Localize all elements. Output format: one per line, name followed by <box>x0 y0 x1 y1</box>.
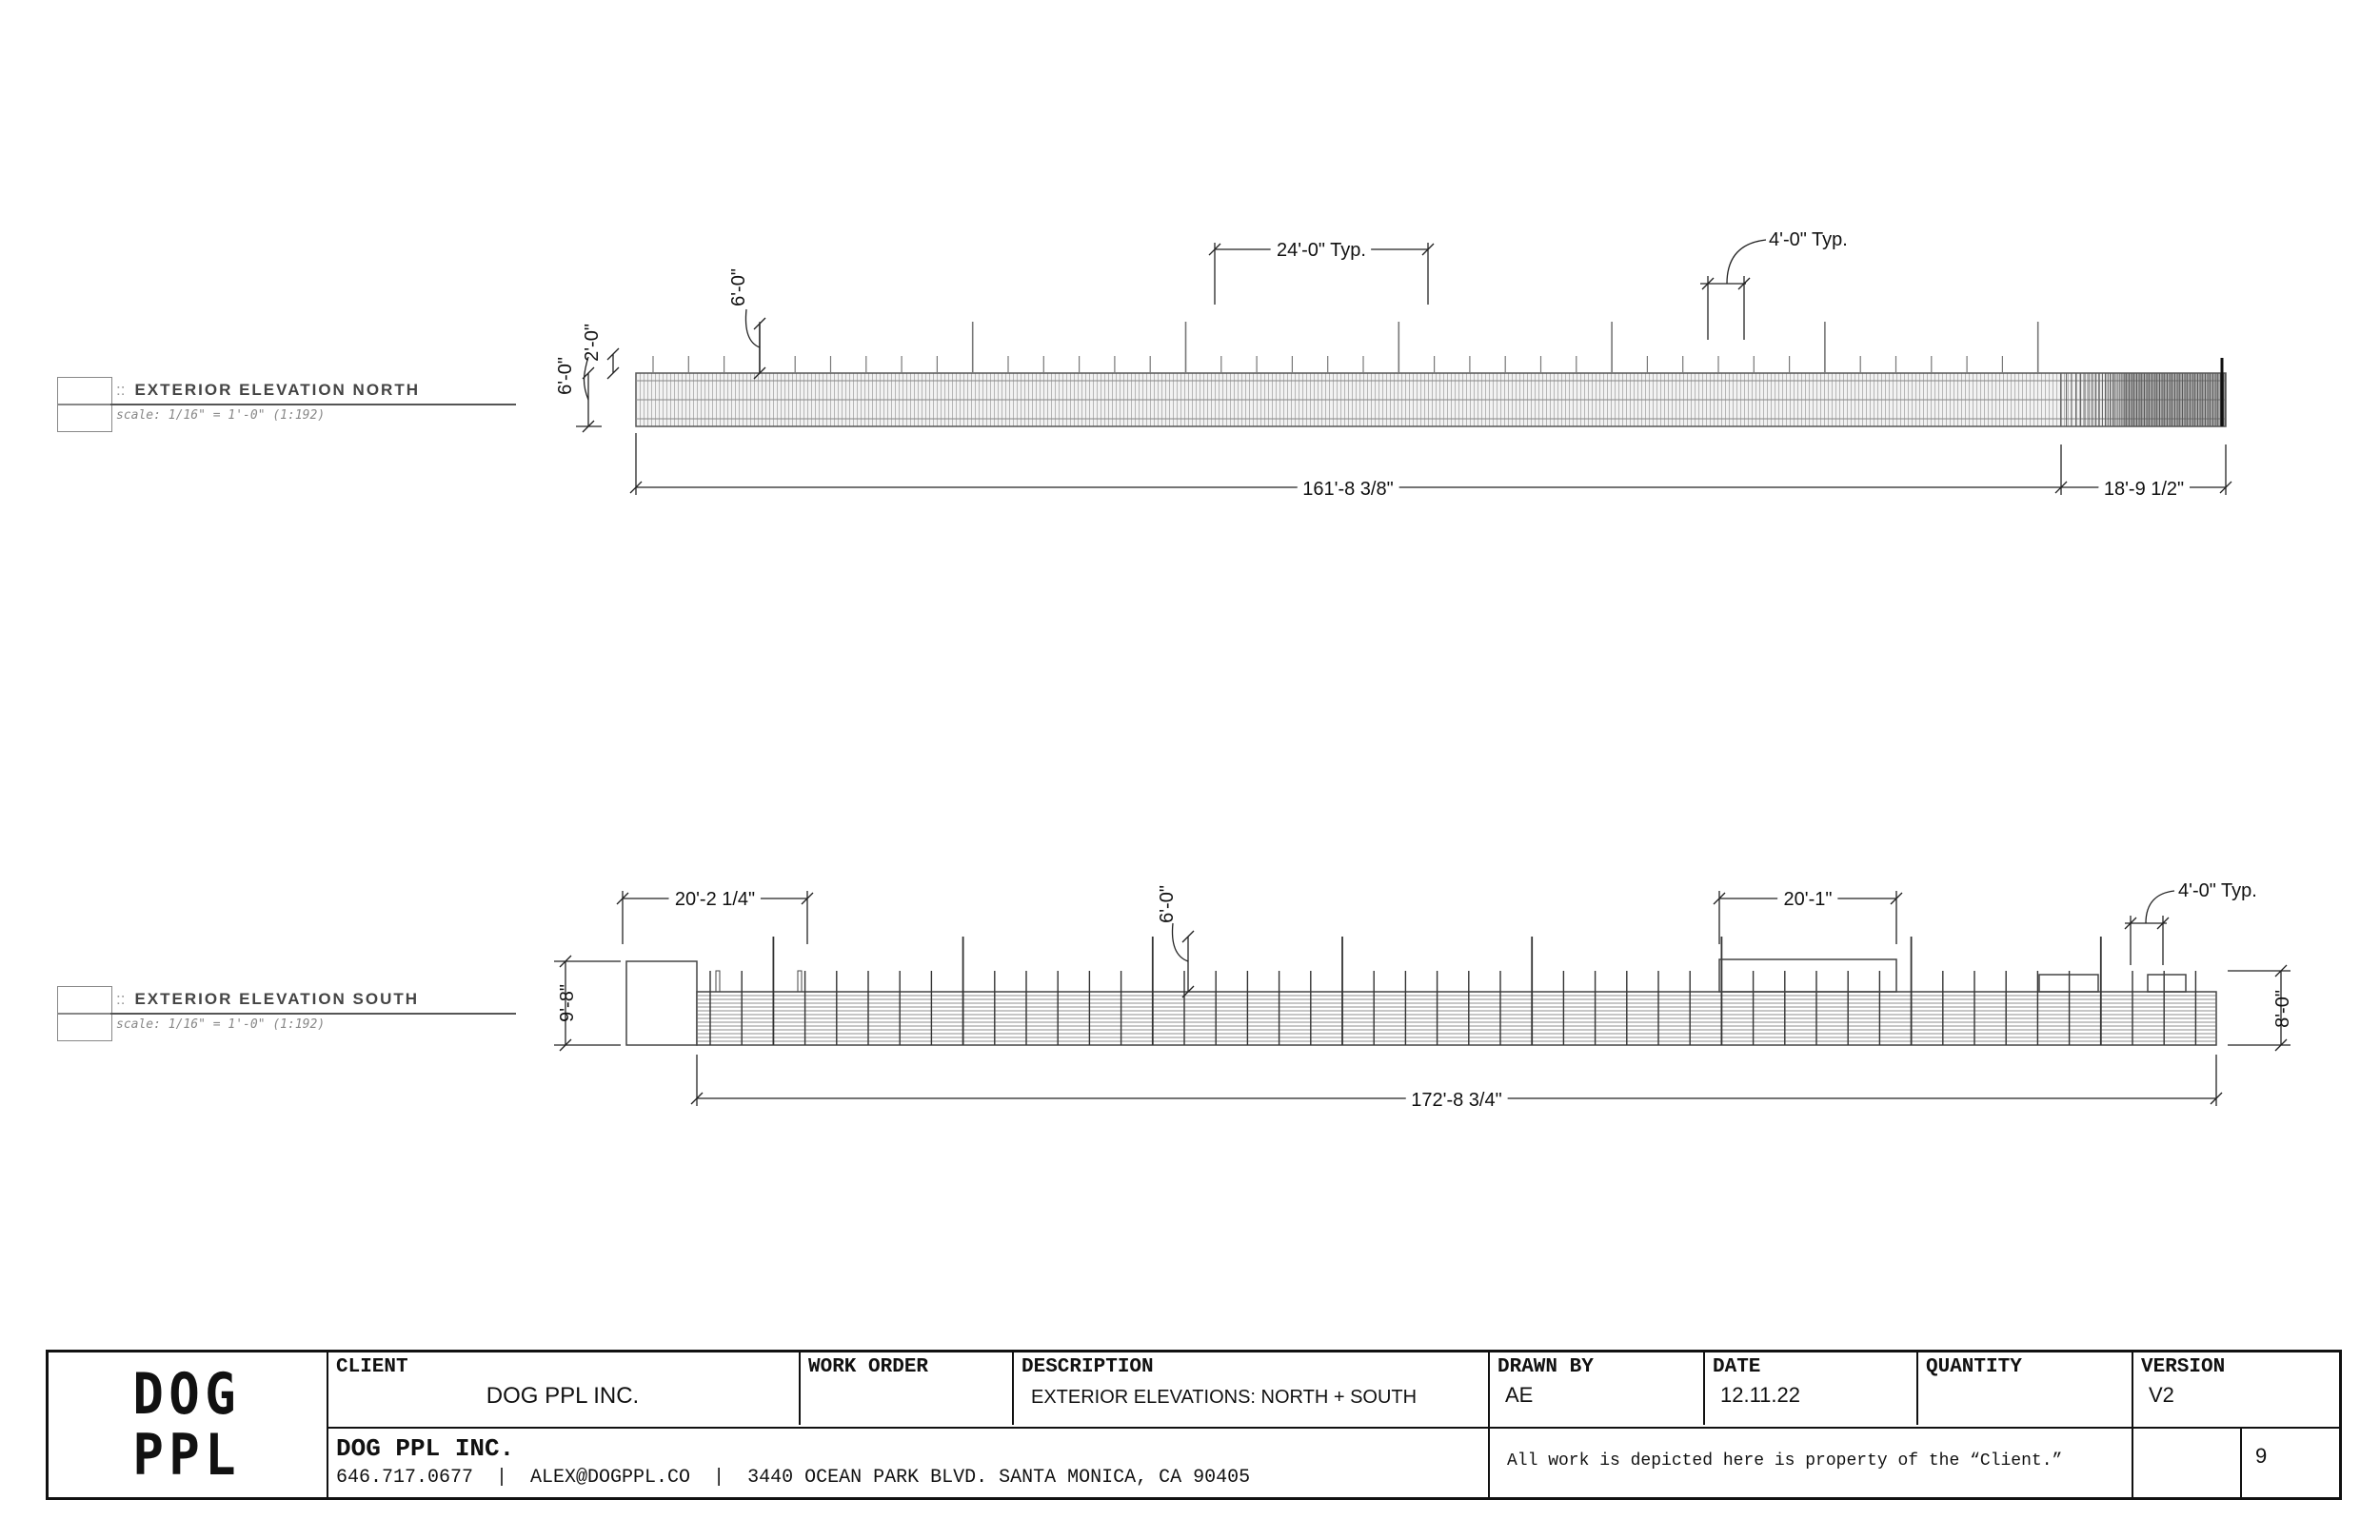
title-box <box>57 377 112 405</box>
divider <box>2240 1429 2242 1497</box>
north-dim-post-spacing: 4'-0" Typ. <box>1769 229 1848 250</box>
south-scale: scale: 1/16" = 1'-0" (1:192) <box>116 1017 326 1032</box>
property-note: All work is depicted here is property of the “Client.” <box>1507 1451 2063 1471</box>
title-box <box>57 1013 112 1041</box>
company-name: DOG PPL INC. <box>336 1434 515 1463</box>
south-dim-height-right: 8'-0" <box>2272 990 2293 1028</box>
version-value: V2 <box>2149 1383 2174 1407</box>
south-dim-post-spacing: 4'-0" Typ. <box>2178 880 2257 901</box>
north-dim-height-small: 2'-0" <box>582 324 603 362</box>
south-dim-segment-left: 20'-2 1/4" <box>674 889 756 910</box>
north-dim-text <box>555 229 2184 500</box>
north-dim-length-main: 161'-8 3/8" <box>1302 479 1394 500</box>
south-dim-post-height: 6'-0" <box>1157 885 1178 923</box>
divider <box>1488 1352 1490 1497</box>
version-label: VERSION <box>2141 1356 2226 1378</box>
divider <box>327 1427 2339 1429</box>
divider <box>799 1352 801 1425</box>
work-order-label: WORK ORDER <box>808 1356 929 1378</box>
north-elevation <box>636 322 2226 426</box>
title-prefix: :: <box>116 381 126 399</box>
logo-line-2: PPL <box>132 1422 241 1489</box>
south-title-block <box>57 986 466 1043</box>
divider <box>1703 1352 1705 1425</box>
south-small-frame <box>2148 975 2186 992</box>
company-contact: 646.717.0677 | ALEX@DOGPPL.CO | 3440 OCEAN PARK BLVD. SANTA MONICA, CA 90405 <box>336 1467 1251 1489</box>
logo-line-1: DOG <box>132 1361 241 1428</box>
north-title <box>116 381 420 400</box>
south-small-post <box>716 971 720 992</box>
north-dim-post-height: 6'-0" <box>728 268 749 306</box>
north-dim-bay-spacing: 24'-0" Typ. <box>1277 240 1366 261</box>
divider <box>1916 1352 1918 1425</box>
north-dimensions <box>576 240 2231 495</box>
client-value: DOG PPL INC. <box>486 1383 640 1409</box>
south-left-block <box>626 961 697 1045</box>
title-prefix: :: <box>116 990 126 1008</box>
south-title <box>116 990 419 1009</box>
divider <box>2132 1352 2133 1497</box>
date-label: DATE <box>1713 1356 1761 1378</box>
south-gate-frame <box>1719 959 1896 992</box>
quantity-label: QUANTITY <box>1926 1356 2022 1378</box>
title-block-table <box>46 1350 2342 1500</box>
north-title-block <box>57 377 466 434</box>
divider <box>1012 1352 1014 1425</box>
description-label: DESCRIPTION <box>1021 1356 1154 1378</box>
divider <box>327 1352 328 1497</box>
north-posts <box>653 322 2038 373</box>
drawn-by-label: DRAWN BY <box>1497 1356 1594 1378</box>
title-rule <box>110 404 516 405</box>
north-title-text: EXTERIOR ELEVATION NORTH <box>134 381 420 399</box>
north-scale: scale: 1/16" = 1'-0" (1:192) <box>116 408 326 423</box>
south-dim-length-total: 172'-8 3/4" <box>1411 1090 1502 1111</box>
title-box <box>57 404 112 432</box>
client-label: CLIENT <box>336 1356 408 1378</box>
dog-ppl-logo <box>49 1352 325 1497</box>
south-dim-segment-mid: 20'-1" <box>1783 889 1833 910</box>
drawn-by-value: AE <box>1505 1383 1534 1407</box>
title-rule <box>110 1013 516 1015</box>
sheet-number: 9 <box>2255 1444 2268 1468</box>
south-title-text: EXTERIOR ELEVATION SOUTH <box>134 990 420 1008</box>
title-box <box>57 986 112 1015</box>
south-small-post <box>798 971 802 992</box>
south-dim-height-left: 9'-8" <box>557 984 578 1022</box>
south-elevation <box>626 937 2216 1045</box>
description-value: EXTERIOR ELEVATIONS: NORTH + SOUTH <box>1031 1387 1418 1408</box>
date-value: 12.11.22 <box>1720 1383 1801 1407</box>
north-dim-length-end: 18'-9 1/2" <box>2103 479 2185 500</box>
north-dim-height-total: 6'-0" <box>555 357 576 395</box>
